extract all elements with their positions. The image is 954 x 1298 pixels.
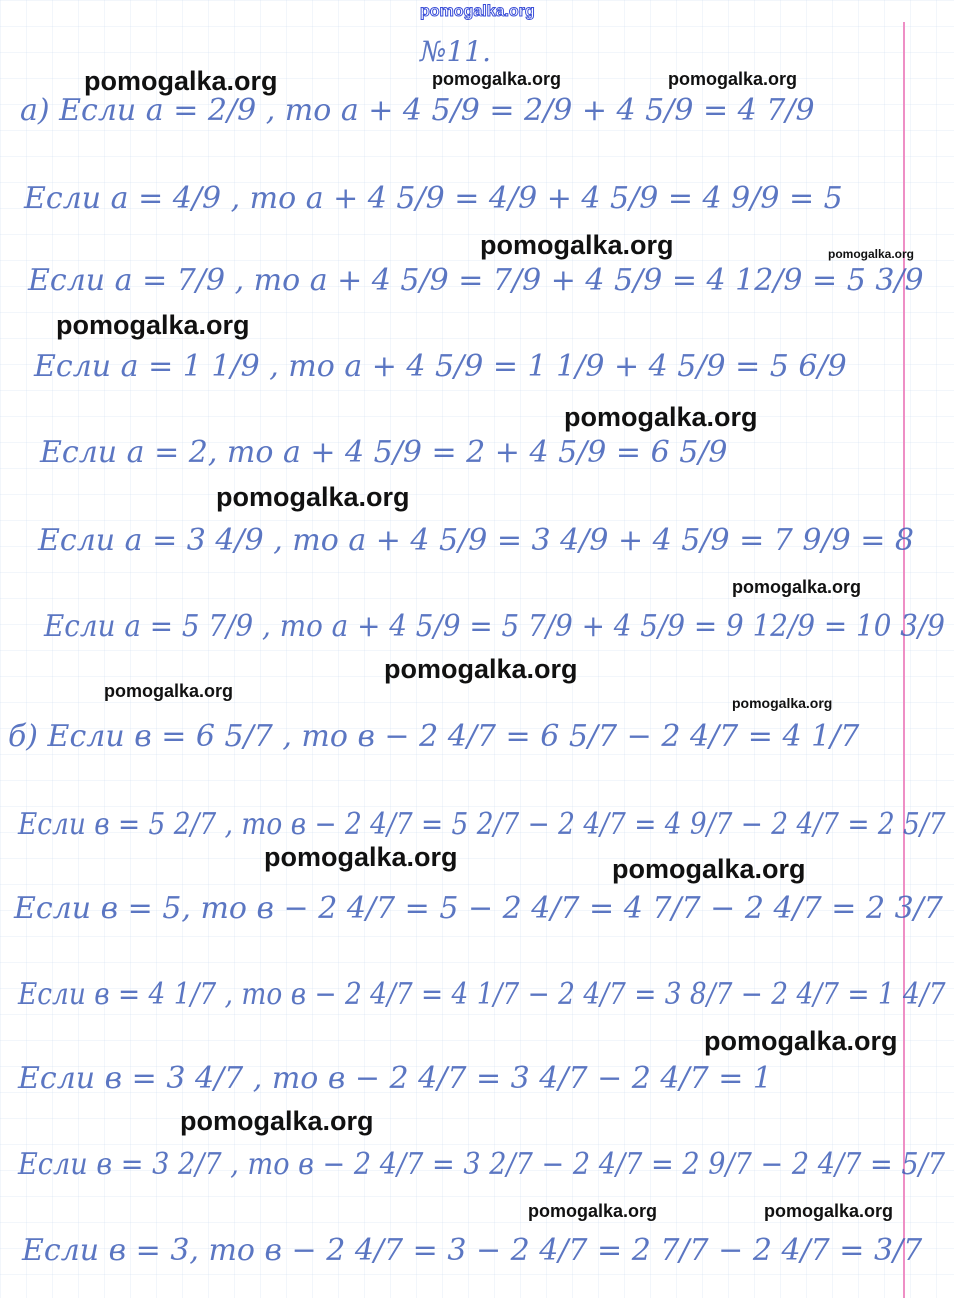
watermark: pomogalka.org xyxy=(480,230,674,260)
part-b-line-3: Если в = 5, то в − 2 4/7 = 5 − 2 4/7 = 4 7/7 − 2 4/7 = 2 3/7 xyxy=(14,891,943,926)
margin-line xyxy=(903,22,905,1298)
watermark: pomogalka.org xyxy=(704,1026,898,1056)
watermark: pomogalka.org xyxy=(528,1201,658,1221)
watermark: pomogalka.org xyxy=(668,69,798,89)
part-a-line-1: а) Если a = 2/9 , то a + 4 5/9 = 2/9 + 4 5/9 = 4 7/9 xyxy=(20,93,815,128)
part-b-line-6: Если в = 3 2/7 , то в − 2 4/7 = 3 2/7 − 2 4/7 = 2 9/7 − 2 4/7 = 5/7 xyxy=(18,1147,945,1182)
watermark: pomogalka.org xyxy=(264,842,458,872)
watermark: pomogalka.org xyxy=(432,69,562,89)
watermark: pomogalka.org xyxy=(732,695,833,711)
part-a-line-4: Если a = 1 1/9 , то a + 4 5/9 = 1 1/9 + 4 5/9 = 5 6/9 xyxy=(34,349,847,384)
part-a-line-6: Если a = 3 4/9 , то a + 4 5/9 = 3 4/9 + 4 5/9 = 7 9/9 = 8 xyxy=(38,523,914,558)
part-a-line-5: Если a = 2, то a + 4 5/9 = 2 + 4 5/9 = 6 5/9 xyxy=(40,435,728,470)
site-header-label[interactable]: pomogalka.org xyxy=(420,3,535,20)
watermark: pomogalka.org xyxy=(216,482,410,512)
watermark: pomogalka.org xyxy=(56,310,250,340)
watermark: pomogalka.org xyxy=(104,681,234,701)
part-a-line-7: Если a = 5 7/9 , то a + 4 5/9 = 5 7/9 + 4 5/9 = 9 12/9 = 10 3/9 xyxy=(44,609,946,644)
part-a-line-2: Если a = 4/9 , то a + 4 5/9 = 4/9 + 4 5/9 = 4 9/9 = 5 xyxy=(24,181,843,216)
part-b-line-5: Если в = 3 4/7 , то в − 2 4/7 = 3 4/7 − 2 4/7 = 1 xyxy=(18,1061,772,1096)
watermark: pomogalka.org xyxy=(612,854,806,884)
part-a-line-3: Если a = 7/9 , то a + 4 5/9 = 7/9 + 4 5/9 = 4 12/9 = 5 3/9 xyxy=(28,263,924,298)
part-b-line-1: б) Если в = 6 5/7 , то в − 2 4/7 = 6 5/7 − 2 4/7 = 4 1/7 xyxy=(8,719,860,754)
watermark: pomogalka.org xyxy=(764,1201,894,1221)
part-b-line-2: Если в = 5 2/7 , то в − 2 4/7 = 5 2/7 − 2 4/7 = 4 9/7 − 2 4/7 = 2 5/7 xyxy=(18,807,946,842)
watermark: pomogalka.org xyxy=(828,247,915,261)
part-b-line-7: Если в = 3, то в − 2 4/7 = 3 − 2 4/7 = 2 7/7 − 2 4/7 = 3/7 xyxy=(22,1233,923,1268)
part-b-line-4: Если в = 4 1/7 , то в − 2 4/7 = 4 1/7 − 2 4/7 = 3 8/7 − 2 4/7 = 1 4/7 xyxy=(18,977,946,1012)
problem-number: №11. xyxy=(420,35,492,68)
watermark: pomogalka.org xyxy=(180,1106,374,1136)
watermark: pomogalka.org xyxy=(384,654,578,684)
watermark: pomogalka.org xyxy=(84,66,278,96)
watermark: pomogalka.org xyxy=(564,402,758,432)
watermark: pomogalka.org xyxy=(732,577,862,597)
